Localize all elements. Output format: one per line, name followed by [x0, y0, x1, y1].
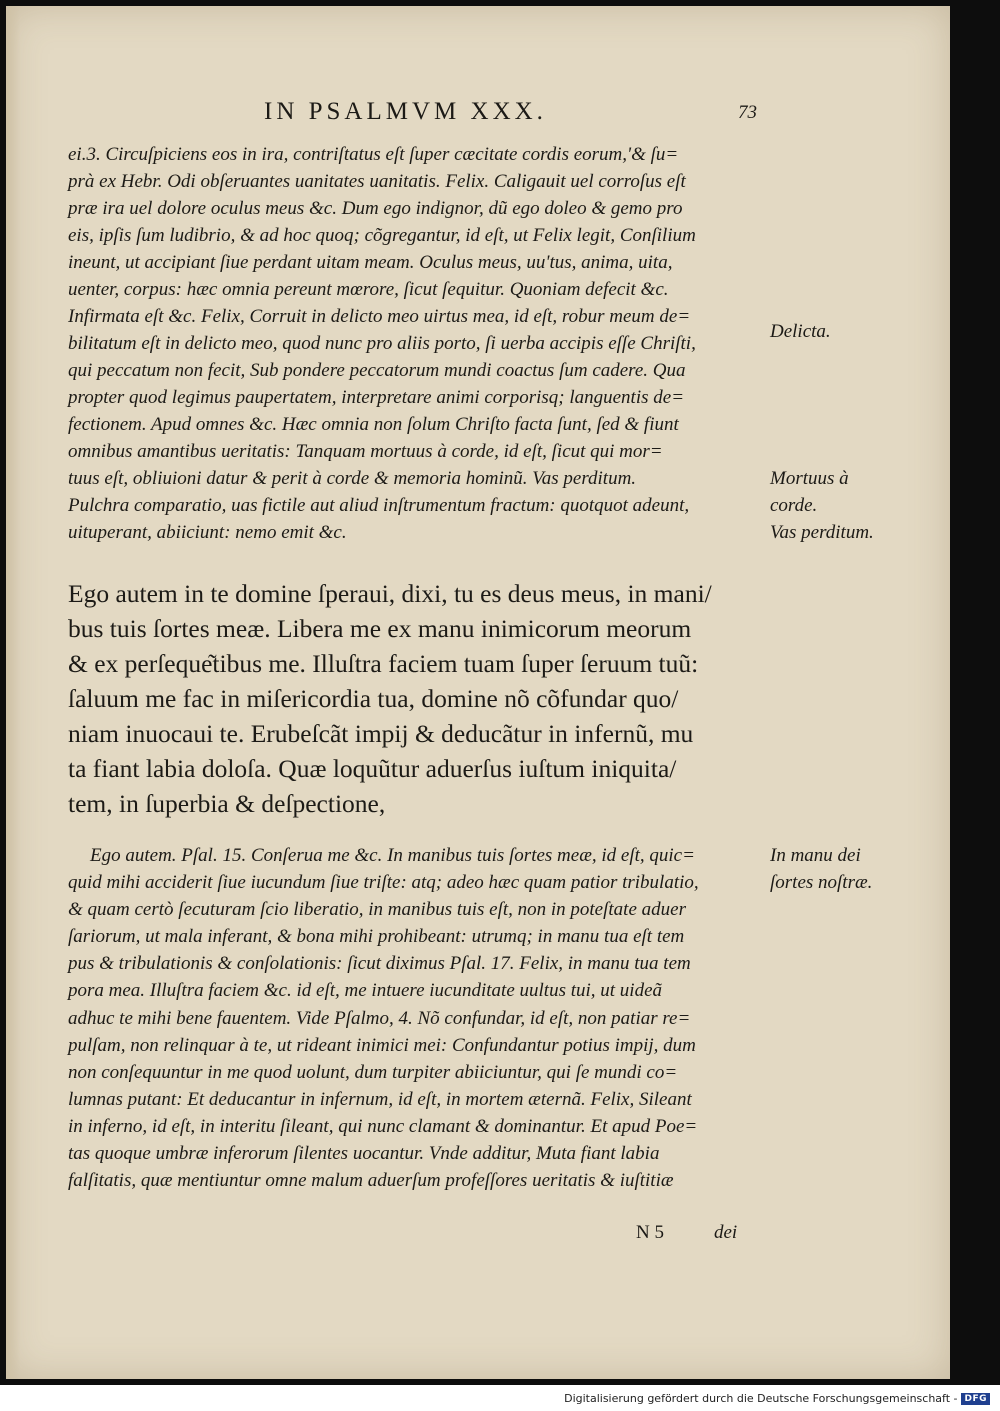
- commentary-line: ſariorum, ut mala inferant, & bona mihi prohibeant: utrumq; in manu tua eſt tem: [68, 926, 685, 948]
- margin-note-vas-perditum: Vas perditum.: [770, 522, 874, 543]
- commentary-line: ineunt, ut accipiant ſiue perdant uitam meam. Oculus meus, uu'tus, anima, uita,: [68, 252, 673, 273]
- psalm-line: Ego autem in te domine ſperaui, dixi, tu es deus meus, in mani/: [68, 579, 712, 608]
- commentary-line: pus & tribulationis & conſolationis: ſicut diximus Pſal. 17. Felix, in manu tua tem: [68, 953, 691, 975]
- commentary-line: in inferno, id eſt, in interitu ſileant, qui nunc clamant & dominantur. Et apud Poe=: [68, 1115, 698, 1137]
- commentary-line: & quam certò ſecuturam ſcio liberatio, in manibus tuis eſt, non in poteſtate aduer: [68, 899, 686, 921]
- commentary-line: non conſequuntur in me quod uolunt, dum turpiter abiiciuntur, qui ſe mundi co=: [68, 1061, 678, 1083]
- catchword: dei: [714, 1222, 738, 1243]
- psalm-line: niam inuocaui te. Erubeſcãt impij & deducãtur in infernũ, mu: [68, 719, 694, 748]
- commentary-line: fectionem. Apud omnes &c. Hæc omnia non ſolum Chriſto facta ſunt, ſed & fiunt: [68, 414, 679, 435]
- commentary-line: Pulchra comparatio, uas fictile aut aliud inſtrumentum fractum: quotquot adeunt,: [68, 495, 690, 516]
- commentary-line: eis, ipſis ſum ludibrio, & ad hoc quoq; cõgregantur, id eſt, ut Felix legit, Conſilium: [68, 225, 696, 246]
- dfg-logo: DFG: [961, 1393, 990, 1405]
- margin-note-mortuus-cont: corde.: [770, 495, 818, 516]
- signature-mark: N 5: [636, 1222, 664, 1243]
- commentary-block-1: [68, 141, 768, 546]
- margin-note-delicta: Delicta.: [770, 321, 831, 342]
- commentary-line: qui peccatum non fecit, Sub pondere peccatorum mundi coactus ſum cadere. Qua: [68, 360, 686, 381]
- commentary-line: Infirmata eſt &c. Felix, Corruit in delicto meo uirtus mea, id eſt, robur meum de=: [68, 306, 691, 327]
- commentary-line: uituperant, abiiciunt: nemo emit &c.: [68, 522, 347, 543]
- commentary-line: propter quod legimus paupertatem, interpretare animi corporisq; languentis de=: [68, 387, 685, 408]
- digitization-credit: [564, 1392, 990, 1405]
- commentary-line: adhuc te mihi bene fauentem. Vide Pſalmo, 4. Nõ confundar, id eſt, non patiar re=: [68, 1007, 691, 1029]
- commentary-line: Ego autem. Pſal. 15. Conſerua me &c. In manibus tuis ſortes meæ, id eſt, quic=: [90, 845, 695, 866]
- commentary-block-2: [68, 842, 768, 1194]
- commentary-line: falſitatis, quæ mentiuntur omne malum aduerſum profeſſores ueritatis & iuſtitiæ: [68, 1170, 674, 1192]
- commentary-line: bilitatum eſt in delicto meo, quod nunc pro aliis porto, ſi uerba accipis eſſe Chriſti,: [68, 333, 696, 354]
- commentary-line: uenter, corpus: hæc omnia pereunt mœrore, ſicut ſequitur. Quoniam defecit &c.: [68, 279, 669, 300]
- page-gutter-shadow: [6, 6, 20, 1379]
- margin-note-sortes-nostrae: ſortes noſtræ.: [770, 872, 873, 893]
- margin-note-in-manu-dei: In manu dei: [770, 845, 861, 866]
- psalm-line: & ex perſeque͂tibus me. Illuſtra faciem tuam ſuper ſeruum tuũ:: [68, 649, 699, 678]
- commentary-line: præ ira uel dolore oculus meus &c. Dum ego indignor, dũ ego doleo & gemo pro: [68, 198, 683, 219]
- margin-note-mortuus: Mortuus à: [770, 468, 849, 489]
- running-head: IN PSALMVM XXX.: [264, 98, 547, 125]
- commentary-line: pulſam, non relinquar à te, ut rideant inimici mei: Confundantur potius impij, dum: [68, 1034, 696, 1056]
- psalm-text-block: [68, 576, 788, 821]
- commentary-line: lumnas putant: Et deducantur in infernum, id eſt, in mortem æternã. Felix, Sileant: [68, 1088, 692, 1110]
- psalm-line: ſaluum me fac in miſericordia tua, domine nõ cõfundar quo/: [68, 684, 679, 713]
- commentary-line: prà ex Hebr. Odi obſeruantes uanitates uanitatis. Felix. Caligauit uel corroſus eſt: [68, 171, 686, 192]
- folio-number: 73: [738, 102, 757, 123]
- commentary-line: quid mihi acciderit ſiue iucundum ſiue triſte: atq; adeo hæc quam patior tribulatio,: [68, 872, 699, 894]
- commentary-line: tuus eſt, obliuioni datur & perit à corde & memoria hominũ. Vas perditum.: [68, 468, 637, 489]
- book-page: [6, 6, 950, 1379]
- psalm-line: ta fiant labia doloſa. Quæ loquũtur aduerſus iuſtum iniquita/: [68, 754, 677, 783]
- psalm-line: tem, in ſuperbia & deſpectione,: [68, 789, 386, 818]
- psalm-line: bus tuis ſortes meæ. Libera me ex manu inimicorum meorum: [68, 614, 692, 643]
- commentary-line: pora mea. Illuſtra faciem &c. id eſt, me intuere iucunditate uultus tui, ut uideã: [68, 980, 663, 1002]
- commentary-line: ei.3. Circuſpiciens eos in ira, contriſtatus eſt ſuper cæcitate cordis eorum,'& ſu=: [68, 144, 679, 165]
- credit-text: Digitalisierung gefördert durch die Deutsche Forschungsgemeinschaft -: [564, 1392, 958, 1405]
- commentary-line: omnibus amantibus ueritatis: Tanquam mortuus à corde, id eſt, ſicut qui mor=: [68, 441, 663, 462]
- commentary-line: tas quoque umbræ inferorum ſilentes uocantur. Vnde additur, Muta fiant labia: [68, 1143, 660, 1165]
